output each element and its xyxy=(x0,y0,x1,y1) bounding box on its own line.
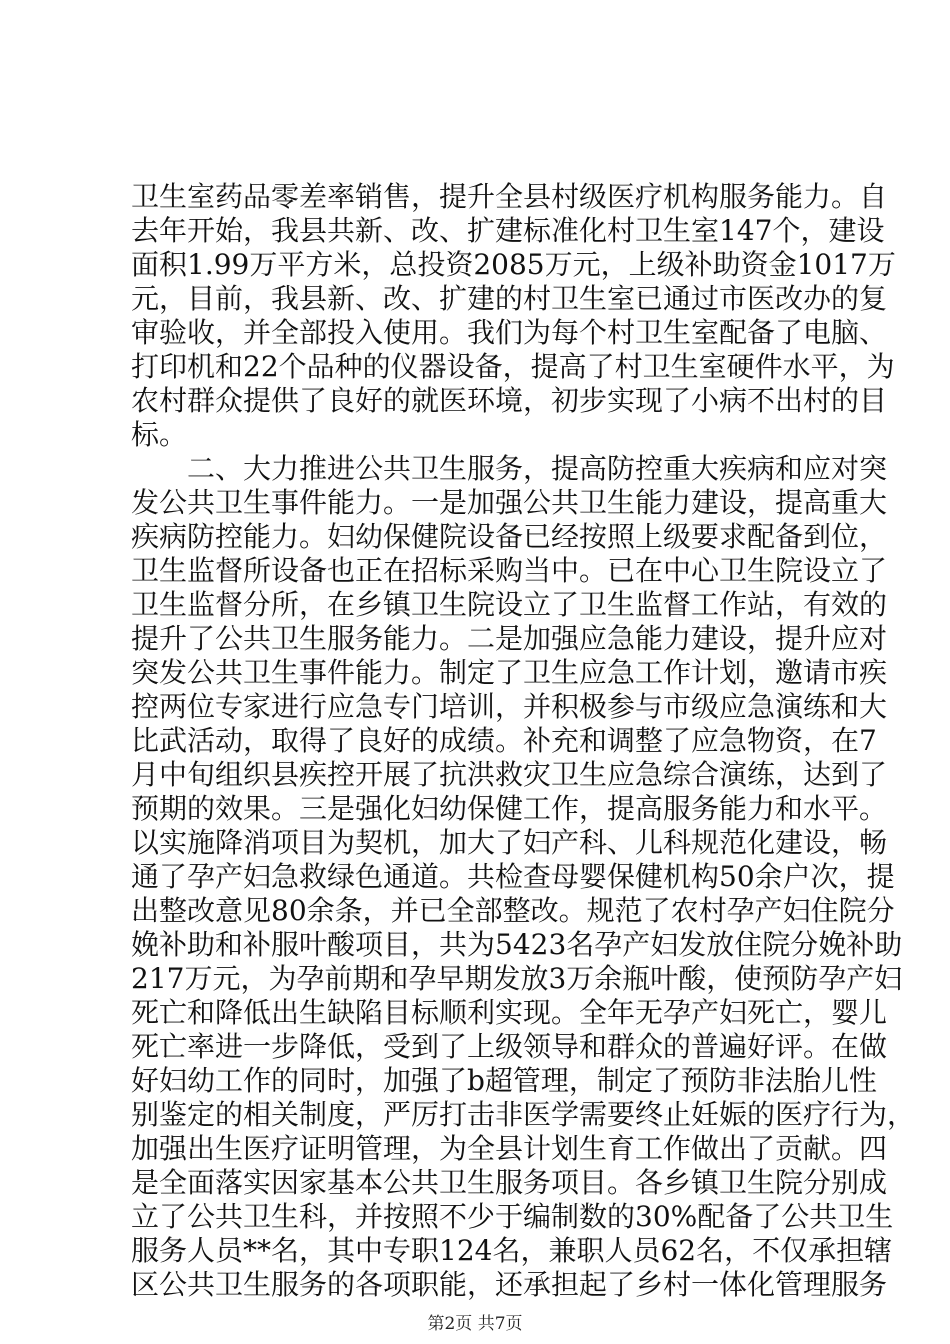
text-line: 娩补助和补服叶酸项目，共为5423名孕产妇发放住院分娩补助 xyxy=(131,928,903,961)
text-line: 死亡和降低出生缺陷目标顺利实现。全年无孕产妇死亡，婴儿 xyxy=(131,996,888,1029)
text-line: 标。 xyxy=(131,418,188,451)
text-line: 审验收，并全部投入使用。我们为每个村卫生室配备了电脑、 xyxy=(131,316,888,349)
text-line: 控两位专家进行应急专门培训，并积极参与市级应急演练和大 xyxy=(131,690,888,723)
text-line: 服务人员**名，其中专职124名，兼职人员62名，不仅承担辖 xyxy=(131,1234,893,1267)
text-line: 提升了公共卫生服务能力。二是加强应急能力建设，提升应对 xyxy=(131,622,888,655)
text-line: 疾病防控能力。妇幼保健院设备已经按照上级要求配备到位， xyxy=(131,520,888,553)
text-line: 元，目前，我县新、改、扩建的村卫生室已通过市医改办的复 xyxy=(131,282,888,315)
text-line: 比武活动，取得了良好的成绩。补充和调整了应急物资，在7 xyxy=(131,724,877,757)
text-line: 突发公共卫生事件能力。制定了卫生应急工作计划，邀请市疾 xyxy=(131,656,888,689)
text-line: 217万元，为孕前期和孕早期发放3万余瓶叶酸，使预防孕产妇 xyxy=(131,962,903,995)
paragraph-start-line: 二、大力推进公共卫生服务，提高防控重大疾病和应对突 xyxy=(187,452,888,485)
text-line: 预期的效果。三是强化妇幼保健工作，提高服务能力和水平。 xyxy=(131,792,888,825)
text-line: 月中旬组织县疾控开展了抗洪救灾卫生应急综合演练，达到了 xyxy=(131,758,888,791)
text-line: 是全面落实因家基本公共卫生服务项目。各乡镇卫生院分别成 xyxy=(131,1166,888,1199)
text-line: 立了公共卫生科，并按照不少于编制数的30%配备了公共卫生 xyxy=(131,1200,894,1233)
text-line: 打印机和22个品种的仪器设备，提高了村卫生室硬件水平，为 xyxy=(131,350,895,383)
text-line: 发公共卫生事件能力。一是加强公共卫生能力建设，提高重大 xyxy=(131,486,888,519)
text-line: 通了孕产妇急救绿色通道。共检查母婴保健机构50余户次，提 xyxy=(131,860,895,893)
text-line: 好妇幼工作的同时，加强了b超管理，制定了预防非法胎儿性 xyxy=(131,1064,877,1097)
page-footer: 第2页 共7页 xyxy=(427,1314,523,1334)
text-line: 卫生监督分所，在乡镇卫生院设立了卫生监督工作站，有效的 xyxy=(131,588,888,621)
text-line: 去年开始，我县共新、改、扩建标准化村卫生室147个，建设 xyxy=(131,214,885,247)
text-line: 加强出生医疗证明管理，为全县计划生育工作做出了贡献。四 xyxy=(131,1132,888,1165)
text-line: 卫生监督所设备也正在招标采购当中。已在中心卫生院设立了 xyxy=(131,554,888,587)
text-line: 面积1.99万平方米，总投资2085万元，上级补助资金1017万 xyxy=(131,248,896,281)
text-line: 区公共卫生服务的各项职能，还承担起了乡村一体化管理服务 xyxy=(131,1268,888,1301)
text-line: 卫生室药品零差率销售，提升全县村级医疗机构服务能力。自 xyxy=(131,180,888,213)
text-line: 死亡率进一步降低，受到了上级领导和群众的普遍好评。在做 xyxy=(131,1030,888,1063)
text-line: 别鉴定的相关制度，严厉打击非医学需要终止妊娠的医疗行为， xyxy=(131,1098,916,1131)
text-line: 以实施降消项目为契机，加大了妇产科、儿科规范化建设，畅 xyxy=(131,826,888,859)
text-line: 农村群众提供了良好的就医环境，初步实现了小病不出村的目 xyxy=(131,384,888,417)
text-line: 出整改意见80余条，并已全部整改。规范了农村孕产妇住院分 xyxy=(131,894,895,927)
